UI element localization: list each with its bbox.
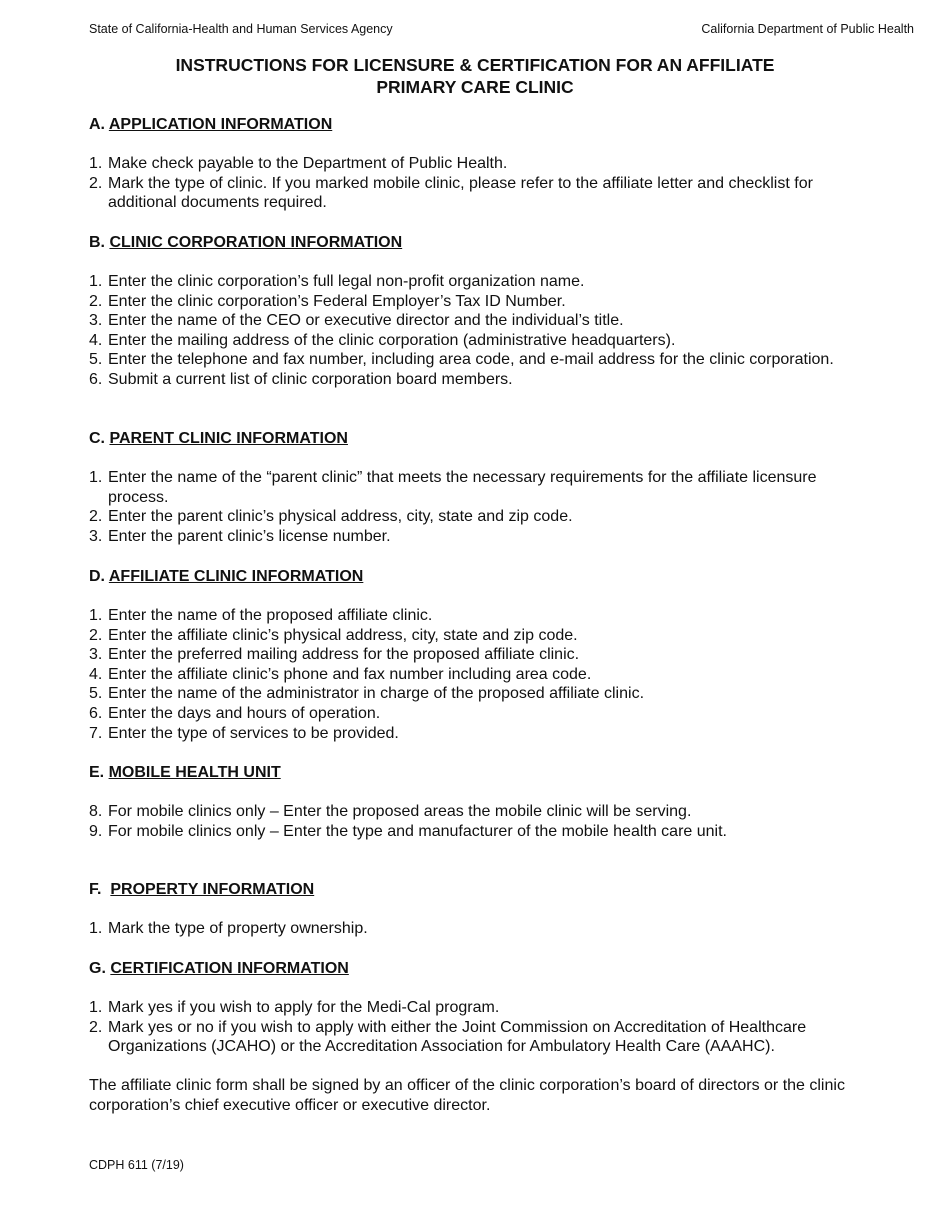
list-item: 1. Enter the name of the “parent clinic” that meets the necessary requirements for the affiliate licensure process. (89, 469, 817, 506)
list-item: 6. Enter the days and hours of operation. (89, 704, 381, 722)
section-title: CLINIC CORPORATION INFORMATION (109, 234, 403, 251)
section-b (89, 233, 879, 390)
section-heading (89, 429, 879, 449)
section-letter: E. (89, 764, 105, 781)
section-letter: A. (89, 116, 105, 133)
list-item: 6. Submit a current list of clinic corporation board members. (89, 370, 513, 388)
section-letter: B. (89, 234, 105, 251)
list-item: 2. Enter the affiliate clinic’s physical address, city, state and zip code. (89, 626, 578, 644)
list-item: 2. Mark the type of clinic. If you marked mobile clinic, please refer to the affiliate letter and checklist for additional documents required. (89, 174, 813, 212)
title-line-1: INSTRUCTIONS FOR LICENSURE & CERTIFICATION FOR AN AFFILIATE (175, 55, 775, 75)
agency-header: State of California-Health and Human Services Agency (89, 22, 393, 36)
list-item: 2. Mark yes or no if you wish to apply with either the Joint Commission on Accreditation of Healthcare Organizations (JCAHO) or the Accreditation Association for Ambulatory Health Care (AAAHC). (89, 1018, 807, 1056)
list-item: 2. Enter the parent clinic’s physical address, city, state and zip code. (89, 508, 573, 526)
list-item: 5. Enter the name of the administrator in charge of the proposed affiliate clinic. (89, 685, 645, 703)
list-item: 4. Enter the mailing address of the clinic corporation (administrative headquarters). (89, 331, 676, 349)
list-item: 1. Enter the name of the proposed affiliate clinic. (89, 607, 433, 624)
signature-instruction: The affiliate clinic form shall be signed by an officer of the clinic corporation’s board of directors or the clinic corporation’s chief executive officer or executive director. (89, 1077, 845, 1114)
section-f (89, 880, 879, 939)
section-heading (89, 115, 879, 135)
list-item: 3. Enter the parent clinic’s license number. (89, 527, 391, 545)
form-number: CDPH 611 (7/19) (89, 1158, 184, 1172)
section-a (89, 115, 879, 213)
section-g (89, 959, 879, 1057)
section-e (89, 763, 879, 841)
section-heading (89, 880, 879, 900)
list-item: 2. Enter the clinic corporation’s Federal Employer’s Tax ID Number. (89, 292, 566, 310)
title-line-2: PRIMARY CARE CLINIC (376, 77, 574, 97)
list-item: 1. Make check payable to the Department of Public Health. (89, 155, 508, 172)
section-heading (89, 763, 879, 783)
list-item: 4. Enter the affiliate clinic’s phone and fax number including area code. (89, 665, 592, 683)
section-letter: C. (89, 430, 105, 447)
section-d (89, 567, 879, 743)
list-item: 1. Mark the type of property ownership. (89, 920, 368, 937)
section-heading (89, 233, 879, 253)
section-letter: F. (89, 881, 102, 898)
section-title: PROPERTY INFORMATION (110, 881, 315, 898)
document-title (0, 54, 950, 98)
list-item: 1. Mark yes if you wish to apply for the Medi-Cal program. (89, 999, 500, 1016)
section-title: CERTIFICATION INFORMATION (110, 960, 349, 977)
section-title: PARENT CLINIC INFORMATION (109, 430, 348, 447)
section-letter: D. (89, 568, 105, 585)
section-letter: G. (89, 960, 106, 977)
list-item: 8. For mobile clinics only – Enter the proposed areas the mobile clinic will be serving. (89, 803, 692, 820)
list-item: 9. For mobile clinics only – Enter the type and manufacturer of the mobile health care unit. (89, 822, 727, 840)
list-item: 3. Enter the preferred mailing address for the proposed affiliate clinic. (89, 646, 580, 664)
department-header: California Department of Public Health (701, 22, 914, 36)
list-item: 5. Enter the telephone and fax number, including area code, and e-mail address for the clinic corporation. (89, 351, 834, 369)
section-heading (89, 567, 879, 587)
section-title: AFFILIATE CLINIC INFORMATION (108, 568, 364, 585)
list-item: 3. Enter the name of the CEO or executive director and the individual’s title. (89, 312, 624, 330)
section-heading (89, 959, 879, 979)
list-item: 1. Enter the clinic corporation’s full legal non-profit organization name. (89, 273, 585, 290)
section-title: MOBILE HEALTH UNIT (108, 764, 281, 781)
list-item: 7. Enter the type of services to be provided. (89, 724, 399, 742)
section-title: APPLICATION INFORMATION (108, 116, 333, 133)
section-c (89, 429, 879, 546)
